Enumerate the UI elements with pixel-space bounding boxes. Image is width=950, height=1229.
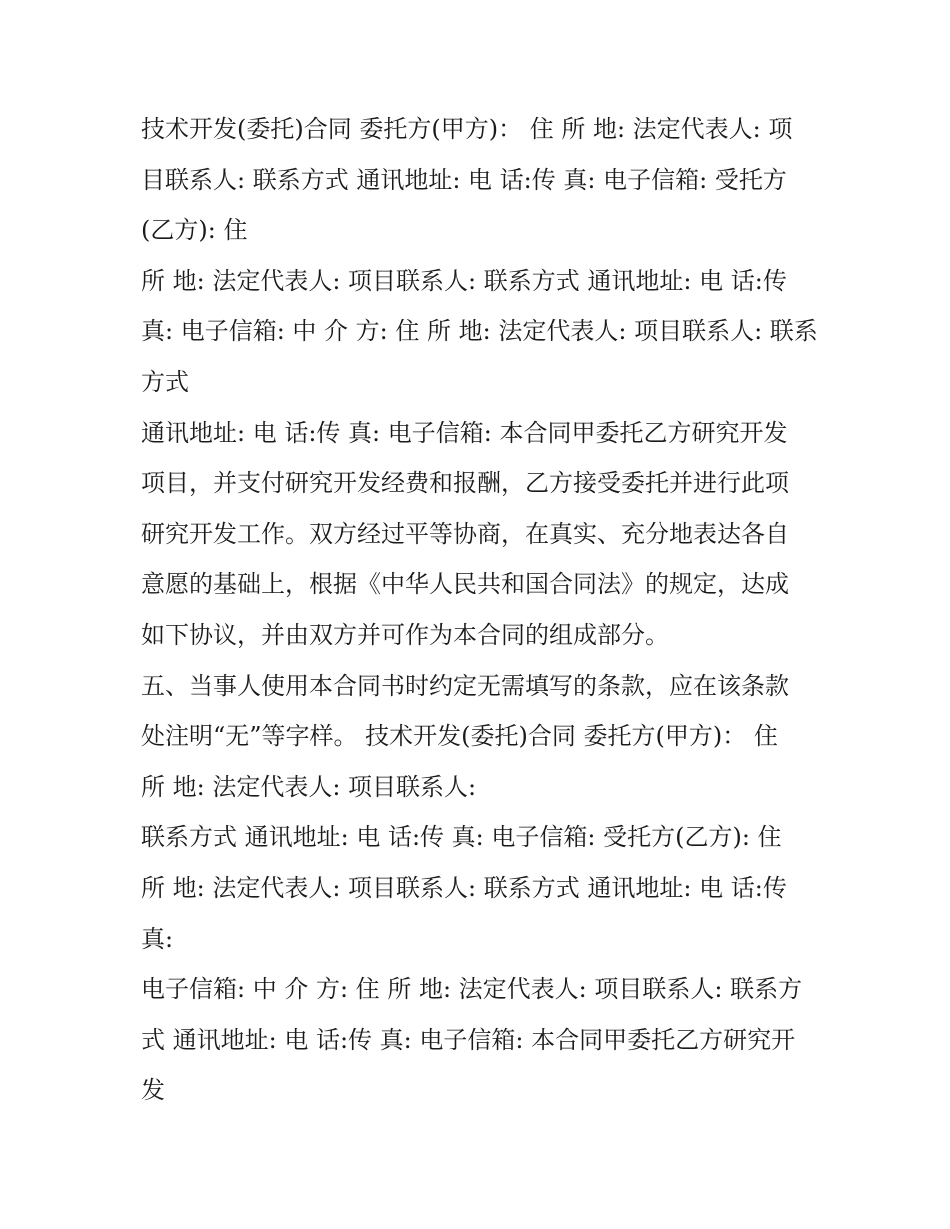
text-line: 如下协议，并由双方并可作为本合同的组成部分。: [141, 620, 669, 649]
text-line: 研究开发工作。双方经过平等协商，在真实、充分地表达各自: [141, 519, 789, 548]
text-line: 方式: [141, 367, 189, 396]
text-line: 所 地: 法定代表人: 项目联系人:: [141, 772, 477, 801]
text-line: 意愿的基础上，根据《中华人民共和国合同法》的规定，达成: [141, 570, 789, 599]
text-line: 五、当事人使用本合同书时约定无需填写的条款，应在该条款: [141, 671, 789, 700]
text-line: 电子信箱: 中 介 方: 住 所 地: 法定代表人: 项目联系人: 联系方: [141, 975, 803, 1004]
text-line: 处注明“无”等字样。 技术开发(委托)合同 委托方(甲方)： 住: [141, 722, 778, 751]
text-line: (乙方): 住: [141, 216, 248, 245]
text-line: 项目，并支付研究开发经费和报酬，乙方接受委托并进行此项: [141, 469, 789, 498]
text-line: 技术开发(委托)合同 委托方(甲方)： 住 所 地: 法定代表人: 项: [141, 115, 793, 143]
text-line: 式 通讯地址: 电 话:传 真: 电子信箱: 本合同甲委托乙方研究开: [141, 1025, 796, 1054]
text-line: 发: [141, 1076, 165, 1105]
text-line: 所 地: 法定代表人: 项目联系人: 联系方式 通讯地址: 电 话:传: [141, 873, 787, 902]
text-line: 通讯地址: 电 话:传 真: 电子信箱: 本合同甲委托乙方研究开发: [141, 418, 788, 447]
text-line: 所 地: 法定代表人: 项目联系人: 联系方式 通讯地址: 电 话:传: [141, 266, 787, 295]
text-line: 目联系人: 联系方式 通讯地址: 电 话:传 真: 电子信箱: 受托方: [141, 165, 787, 194]
document-body: [141, 104, 821, 1116]
text-line: 真: 电子信箱: 中 介 方: 住 所 地: 法定代表人: 项目联系人: 联系: [141, 317, 818, 346]
text-line: 真:: [141, 924, 174, 953]
text-line: 联系方式 通讯地址: 电 话:传 真: 电子信箱: 受托方(乙方): 住: [141, 823, 782, 852]
